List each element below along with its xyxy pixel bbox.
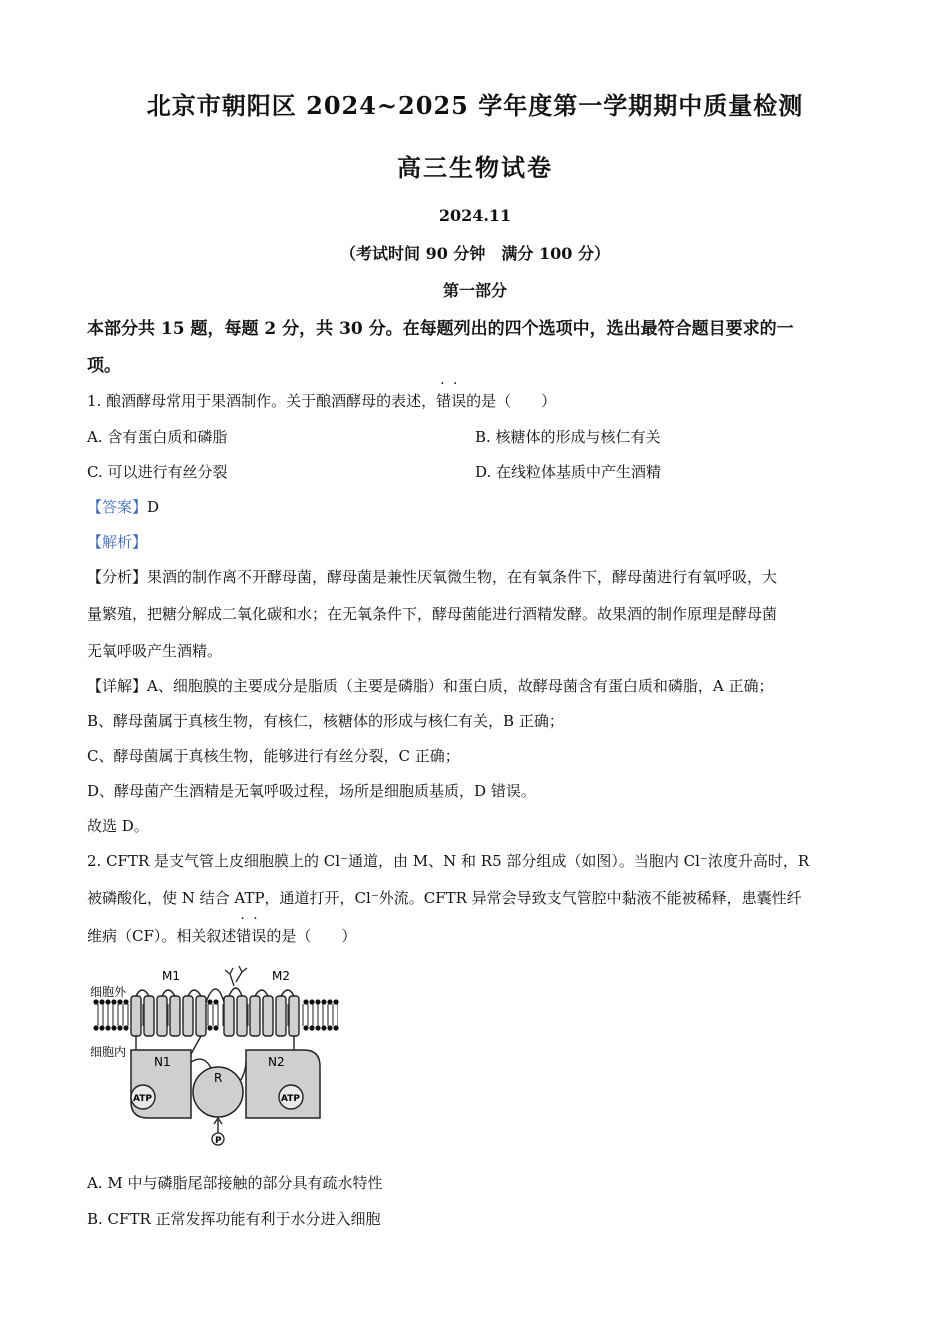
lipid-head <box>123 999 128 1004</box>
exam-subtitle: 高三生物试卷 <box>397 153 553 182</box>
fenxi-line-3: 无氧呼吸产生酒精。 <box>87 642 223 660</box>
exam-date: 2024.11 <box>438 206 512 225</box>
detail-line-d: D、酵母菌产生酒精是无氧呼吸过程，场所是细胞质基质，D 错误。 <box>87 782 536 800</box>
label-inside: 细胞内 <box>90 1045 127 1059</box>
label-n2: N2 <box>268 1055 285 1069</box>
lipid-head <box>333 1025 338 1030</box>
lipid-head <box>213 999 218 1004</box>
lipid-head <box>117 1025 122 1030</box>
answer-tag: 【答案】 <box>87 498 148 516</box>
lipid-head <box>315 1025 320 1030</box>
detail-line-b: B、酵母菌属于真核生物，有核仁，核糖体的形成与核仁有关，B 正确； <box>87 712 564 730</box>
q1-option-b: B. 核糖体的形成与核仁有关 <box>475 428 661 446</box>
q2-stem-line-1: 2. CFTR 是支气管上皮细胞膜上的 Cl⁻通道，由 M、N 和 R5 部分组成（如图）。当胞内 Cl⁻浓度升高时，R <box>87 852 810 870</box>
q2-stem-prefix: 维病（CF）。相关叙述 <box>87 927 237 945</box>
lipid-head <box>207 999 212 1004</box>
q1-option-a: A. 含有蛋白质和磷脂 <box>87 428 228 446</box>
q1-stem-suffix: 的是（ ） <box>466 392 557 410</box>
label-r: R <box>214 1071 223 1085</box>
lipid-head <box>321 1025 326 1030</box>
lipid-head <box>207 1025 212 1030</box>
lipid-head <box>213 1025 218 1030</box>
label-phosphate: P <box>215 1136 222 1146</box>
lipid-head <box>111 1025 116 1030</box>
part-heading: 第一部分 <box>442 281 507 300</box>
instructions-line-2: 项。 <box>87 356 121 376</box>
label-m2: M2 <box>272 969 290 983</box>
lipid-head <box>303 999 308 1004</box>
lipid-head <box>303 1025 308 1030</box>
q2-stem-suffix: 的是（ ） <box>266 927 357 945</box>
cftr-diagram <box>86 962 346 1148</box>
q2-stem-line-2: 被磷酸化，使 N 结合 ATP，通道打开，Cl⁻外流。CFTR 异常会导致支气管腔中黏液不能被稀释，患囊性纤 <box>87 889 802 907</box>
detail-line-c: C、酵母菌属于真核生物，能够进行有丝分裂，C 正确； <box>87 747 460 765</box>
exam-title: 北京市朝阳区 2024~2025 学年度第一学期期中质量检测 <box>146 91 804 120</box>
lipid-head <box>309 1025 314 1030</box>
detail-text-a: A、细胞膜的主要成分是脂质（主要是磷脂）和蛋白质，故酵母菌含有蛋白质和磷脂，A 正确； <box>147 677 774 695</box>
q2-option-b: B. CFTR 正常发挥功能有利于水分进入细胞 <box>87 1210 381 1228</box>
q2-stem-emphasis: · · 错误 <box>236 925 266 946</box>
lipid-head <box>105 1025 110 1030</box>
q1-stem-emphasis: · · 错误 <box>436 390 466 411</box>
q1-option-d: D. 在线粒体基质中产生酒精 <box>475 463 662 481</box>
q1-option-c: C. 可以进行有丝分裂 <box>87 463 228 481</box>
detail-tag: 【详解】 <box>87 677 148 695</box>
m1-loops <box>136 990 201 996</box>
lipid-head <box>99 1025 104 1030</box>
instructions-line-1: 本部分共 15 题，每题 2 分，共 30 分。在每题列出的四个选项中，选出最符合题目要求的一 <box>87 319 794 339</box>
lipid-head <box>327 999 332 1004</box>
lipid-head <box>111 999 116 1004</box>
answer-value: D <box>147 498 160 516</box>
lipid-head <box>123 1025 128 1030</box>
lipid-head <box>93 999 98 1004</box>
fenxi-line-2: 量繁殖，把糖分解成二氧化碳和水；在无氧条件下，酵母菌能进行酒精发酵。故果酒的制作原理是酵母菌 <box>87 605 778 623</box>
q1-answer <box>87 496 159 517</box>
label-atp-right: ATP <box>281 1094 301 1104</box>
lipid-head <box>93 1025 98 1030</box>
lipid-head <box>321 999 326 1004</box>
lipid-head <box>315 999 320 1004</box>
lipid-head <box>309 999 314 1004</box>
exam-note: （考试时间 90 分钟 满分 100 分） <box>340 244 610 263</box>
q1-stem <box>87 390 556 411</box>
label-outside: 细胞外 <box>90 985 127 999</box>
analysis-tag: 【解析】 <box>87 533 148 551</box>
fenxi-line-1 <box>87 566 777 587</box>
label-atp-left: ATP <box>133 1094 153 1104</box>
glycan-branches <box>225 966 247 986</box>
fenxi-text-1: 果酒的制作离不开酵母菌，酵母菌是兼性厌氧微生物，在有氧条件下，酵母菌进行有氧呼吸，大 <box>147 568 778 586</box>
q2-stem-line-3 <box>87 925 356 946</box>
lipid-head <box>99 999 104 1004</box>
lipid-head <box>333 999 338 1004</box>
q1-stem-prefix: 1. 酿酒酵母常用于果酒制作。关于酿酒酵母的表述， <box>87 392 437 410</box>
label-n1: N1 <box>154 1055 171 1069</box>
q2-option-a: A. M 中与磷脂尾部接触的部分具有疏水特性 <box>87 1174 383 1192</box>
lipid-head <box>327 1025 332 1030</box>
lipid-head <box>117 999 122 1004</box>
detail-line-a <box>87 675 773 696</box>
q1-conclusion: 故选 D。 <box>87 817 149 835</box>
label-m1: M1 <box>162 969 180 983</box>
lipid-head <box>105 999 110 1004</box>
fenxi-tag: 【分析】 <box>87 568 148 586</box>
